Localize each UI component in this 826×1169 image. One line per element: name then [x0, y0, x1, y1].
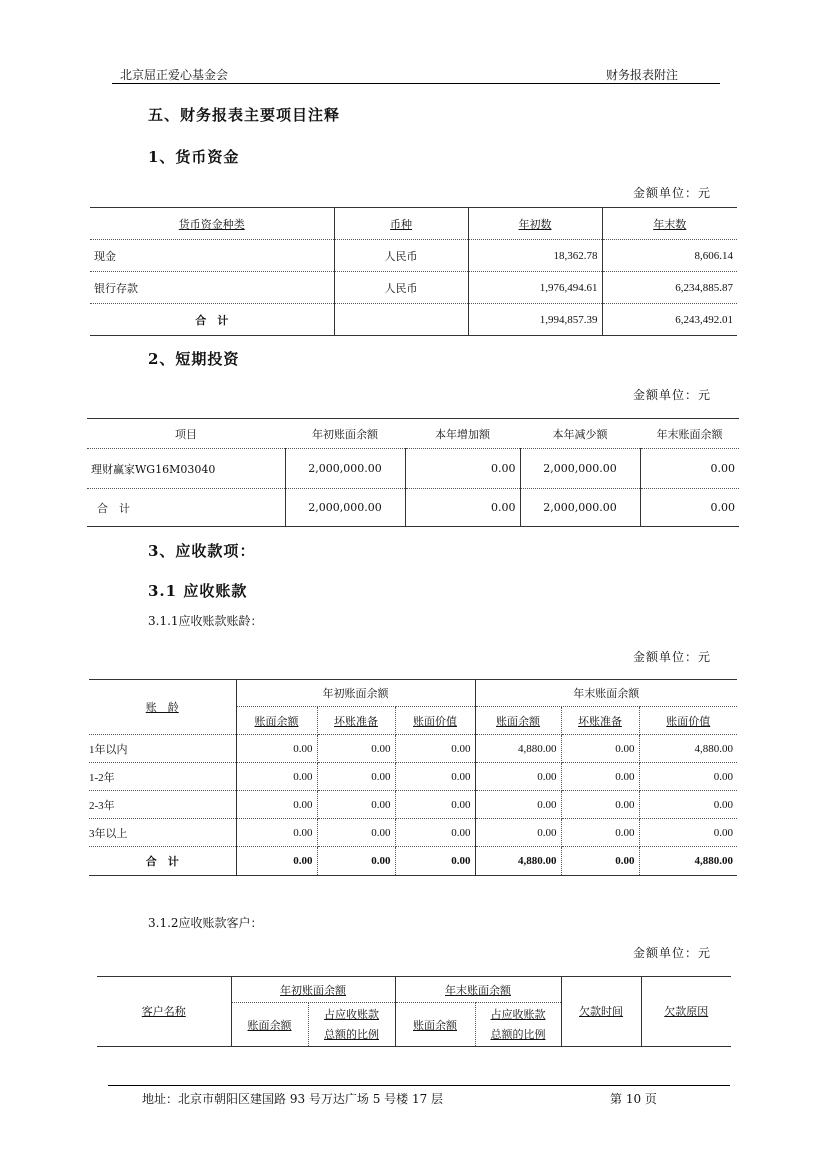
receivable-aging-table: [89, 679, 737, 876]
s3-row2-c2: 0.00: [317, 763, 395, 791]
s3-total-label: 合 计: [89, 847, 236, 876]
s3-title: 3、应收款项：: [148, 542, 256, 560]
s3-total-c5: 0.00: [561, 847, 639, 876]
s3-row1-age: 1年以内: [89, 735, 236, 763]
s3-row4-c2: 0.00: [317, 819, 395, 847]
table-row: [89, 735, 737, 763]
footer-rule: [108, 1085, 730, 1086]
s3-row3-c6: 0.00: [639, 791, 737, 819]
s3-row4-c1: 0.00: [236, 819, 317, 847]
s2-row-increase: 0.00: [405, 449, 520, 489]
s312-title: 3.1.2应收账款客户：: [148, 916, 263, 930]
s1-row-cash-currency: 人民币: [334, 240, 468, 272]
s3-header-begin-group: 年初账面余额: [236, 680, 475, 707]
s312-header-time: 欠款时间: [561, 977, 641, 1047]
s3-sub-end-value: 账面价值: [666, 715, 711, 728]
s1-row-cash-end: 8,606.14: [602, 240, 737, 272]
s3-total-c1: 0.00: [236, 847, 317, 876]
s3-row3-c5: 0.00: [561, 791, 639, 819]
s3-row2-c3: 0.00: [395, 763, 475, 791]
s2-unit: 金额单位：元: [633, 388, 712, 402]
s3-row4-c5: 0.00: [561, 819, 639, 847]
s3-row1-c3: 0.00: [395, 735, 475, 763]
s312-header-begin-group: 年初账面余额: [231, 977, 395, 1003]
s3-header-end-group: 年末账面余额: [475, 680, 737, 707]
s3-row4-c4: 0.00: [475, 819, 561, 847]
s2-total-decrease: 2,000,000.00: [520, 489, 640, 527]
s1-title: 1、货币资金: [148, 148, 240, 166]
s3-total-c2: 0.00: [317, 847, 395, 876]
s1-row-cash-type: 现金: [90, 240, 334, 272]
cash-table: [90, 207, 737, 336]
table-row: [89, 819, 737, 847]
footer-page: 第 10 页: [610, 1092, 657, 1106]
s3-total-c6: 4,880.00: [694, 855, 733, 867]
table-total-row: [90, 304, 737, 336]
s1-total-begin: 1,994,857.39: [468, 304, 602, 336]
s3-row3-age: 2-3年: [89, 791, 236, 819]
table-row: [89, 763, 737, 791]
header-org: 北京屈正爱心基金会: [120, 68, 229, 82]
s3-row1-c6: 4,880.00: [639, 735, 737, 763]
s312-unit: 金额单位：元: [633, 946, 712, 960]
section-title: 五、财务报表主要项目注释: [148, 106, 341, 124]
s312-header-end-group: 年末账面余额: [395, 977, 561, 1003]
s2-total-end: 0.00: [710, 501, 735, 514]
table-row: [90, 272, 737, 304]
s3-sub-begin-provision: 坏账准备: [334, 715, 378, 728]
s1-header-currency: 币种: [390, 218, 412, 231]
s1-total-end: 6,243,492.01: [675, 313, 733, 326]
s1-row-cash-begin: 18,362.78: [468, 240, 602, 272]
s312-sub-end-amount: 账面余额: [413, 1019, 457, 1032]
s3-unit: 金额单位：元: [633, 650, 712, 664]
s3-row1-c4: 4,880.00: [475, 735, 561, 763]
s3-row2-c4: 0.00: [475, 763, 561, 791]
s1-header-begin: 年初数: [518, 218, 552, 231]
s3-row2-c6: 0.00: [639, 763, 737, 791]
s312-sub-begin-amount: 账面余额: [247, 1019, 292, 1032]
s3-sub-end-provision: 坏账准备: [578, 715, 622, 728]
s2-total-increase: 0.00: [405, 489, 520, 527]
s3-row3-c2: 0.00: [317, 791, 395, 819]
s3-row2-age: 1-2年: [89, 763, 236, 791]
s2-row-item: 理财赢家WG16M03040: [87, 449, 285, 489]
s2-header-decrease: 本年减少额: [520, 419, 640, 449]
s3-header-age: 账 龄: [89, 680, 236, 735]
table-total-row: [87, 489, 739, 527]
s1-header-type: 货币资金种类: [178, 218, 245, 231]
header-rule: [112, 83, 720, 84]
s3-total-c3: 0.00: [395, 847, 475, 876]
s312-header-reason: 欠款原因: [664, 1006, 709, 1018]
s312-sub-end-ratio-1: 占应收账款: [490, 1008, 546, 1021]
short-investment-table: [87, 418, 739, 527]
s1-total-label: 合 计: [90, 304, 334, 336]
s2-row-begin: 2,000,000.00: [285, 449, 405, 489]
receivable-customer-table: [97, 976, 731, 1047]
s2-header-end: 年末账面余额: [640, 419, 739, 449]
s3-sub-end-amount: 账面余额: [496, 715, 540, 728]
s1-header-end: 年末数: [653, 218, 687, 231]
s312-sub-begin-ratio-1: 占应收账款: [324, 1008, 379, 1021]
s2-header-item: 项目: [87, 419, 285, 449]
footer-address: 地址：北京市朝阳区建国路 93 号万达广场 5 号楼 17 层: [142, 1092, 444, 1106]
s1-row-bank-currency: 人民币: [334, 272, 468, 304]
s1-row-bank-end: 6,234,885.87: [602, 272, 737, 304]
table-total-row: [89, 847, 737, 876]
s2-header-begin: 年初账面余额: [285, 419, 405, 449]
s2-total-begin: 2,000,000.00: [285, 489, 405, 527]
s1-row-bank-type: 银行存款: [90, 272, 334, 304]
s312-header-customer: 客户名称: [97, 977, 231, 1047]
s3-row2-c1: 0.00: [236, 763, 317, 791]
header-doc-type: 财务报表附注: [606, 68, 679, 82]
s3-row4-age: 3年以上: [89, 819, 236, 847]
table-row: [90, 240, 737, 272]
s3-sub-begin-value: 账面价值: [413, 715, 457, 728]
s2-row-end: 0.00: [640, 449, 739, 489]
s1-total-currency: [334, 304, 468, 336]
s3-total-c4: 4,880.00: [475, 847, 561, 876]
s1-unit: 金额单位：元: [633, 186, 712, 200]
s2-header-increase: 本年增加额: [405, 419, 520, 449]
s3-subtitle: 3.1 应收账款: [148, 582, 248, 600]
s3-row3-c3: 0.00: [395, 791, 475, 819]
s3-row3-c4: 0.00: [475, 791, 561, 819]
table-row: [89, 791, 737, 819]
s3-row1-c5: 0.00: [561, 735, 639, 763]
s3-sub-begin-amount: 账面余额: [254, 715, 299, 728]
s3-row3-c1: 0.00: [236, 791, 317, 819]
s1-row-bank-begin: 1,976,494.61: [468, 272, 602, 304]
s312-sub-begin-ratio-2: 总额的比例: [324, 1028, 379, 1041]
s2-row-decrease: 2,000,000.00: [520, 449, 640, 489]
s2-title: 2、短期投资: [148, 350, 240, 368]
s3-row4-c3: 0.00: [395, 819, 475, 847]
s2-total-label: 合 计: [87, 489, 285, 527]
table-row: [87, 449, 739, 489]
s3-row2-c5: 0.00: [561, 763, 639, 791]
s3-row1-c1: 0.00: [236, 735, 317, 763]
s312-sub-end-ratio-2: 总额的比例: [490, 1028, 546, 1041]
s3-subsubtitle: 3.1.1应收账款账龄：: [148, 614, 263, 628]
s3-row1-c2: 0.00: [317, 735, 395, 763]
s3-row4-c6: 0.00: [639, 819, 737, 847]
